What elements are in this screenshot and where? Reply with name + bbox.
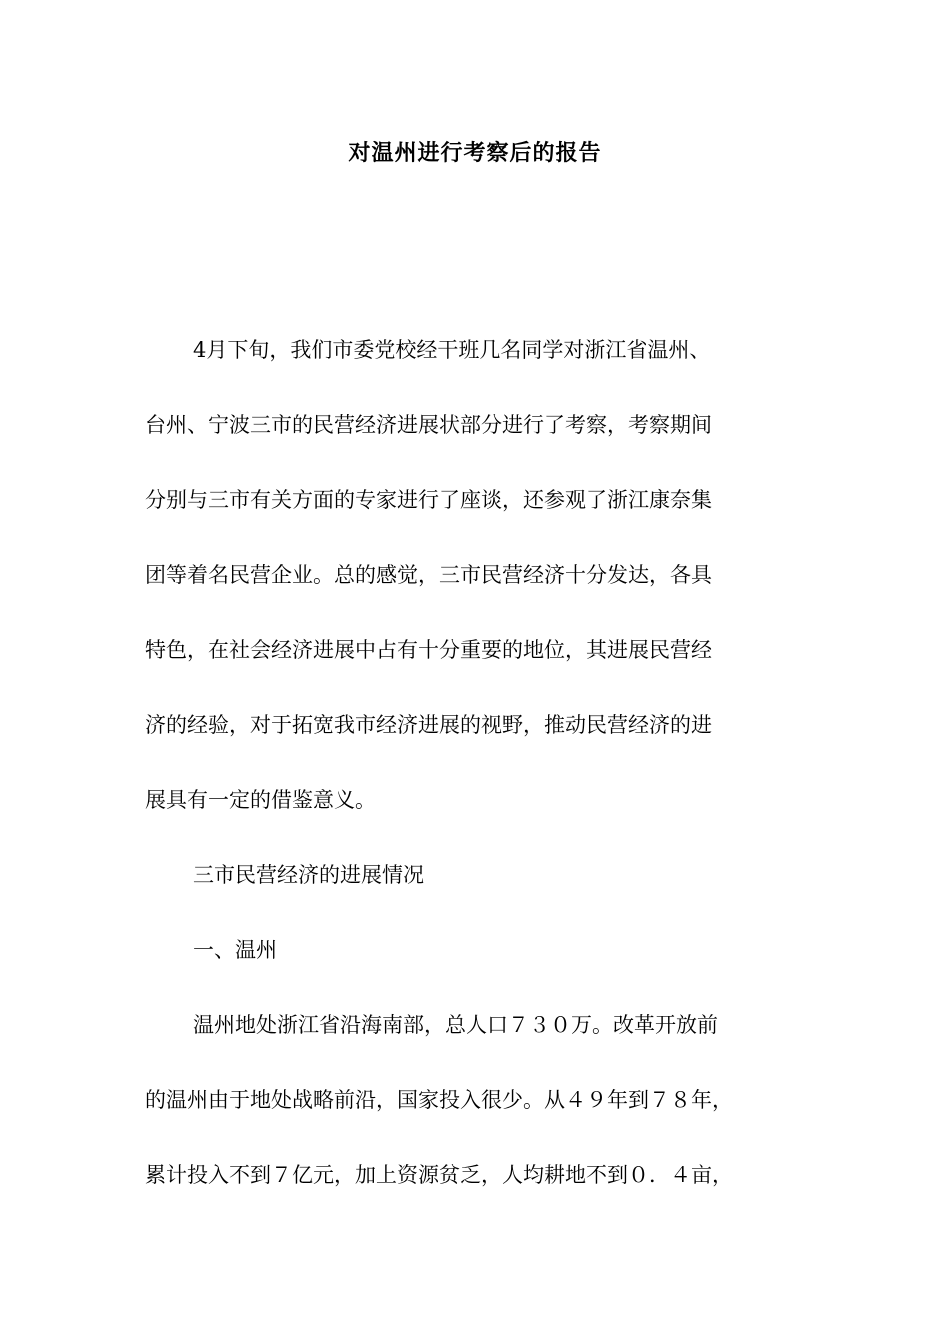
paragraph-line: 济的经验，对于拓宽我市经济进展的视野，推动民营经济的进 <box>145 713 712 737</box>
document-title: 对温州进行考察后的报告 <box>348 140 602 166</box>
paragraph-line: 4月下旬，我们市委党校经干班几名同学对浙江省温州、 <box>193 338 711 362</box>
subsection-heading: 一、温州 <box>193 938 277 962</box>
paragraph-line: 团等着名民营企业。总的感觉，三市民营经济十分发达，各具 <box>145 563 712 587</box>
paragraph-line: 分别与三市有关方面的专家进行了座谈，还参观了浙江康奈集 <box>145 488 712 512</box>
paragraph-line: 台州、宁波三市的民营经济进展状部分进行了考察，考察期间 <box>145 413 712 437</box>
paragraph-line: 展具有一定的借鉴意义。 <box>145 788 376 812</box>
paragraph-line: 特色，在社会经济进展中占有十分重要的地位，其进展民营经 <box>145 638 712 662</box>
paragraph-line: 的温州由于地处战略前沿，国家投入很少。从４９年到７８年， <box>145 1088 733 1112</box>
paragraph-line: 温州地处浙江省沿海南部，总人口７３０万。改革开放前 <box>193 1013 718 1037</box>
paragraph-line: 累计投入不到７亿元，加上资源贫乏，人均耕地不到０．４亩， <box>145 1163 733 1187</box>
section-heading: 三市民营经济的进展情况 <box>193 863 424 887</box>
